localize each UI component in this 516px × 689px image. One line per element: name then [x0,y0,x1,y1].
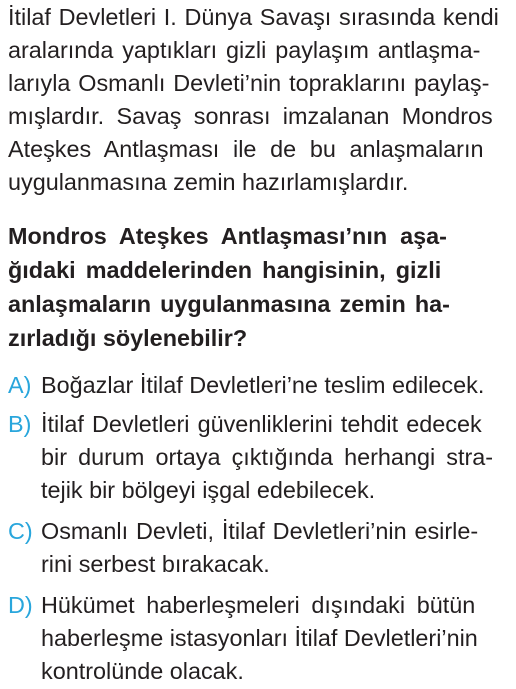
passage-line: aralarında yaptıkları gizli paylaşım antlaşma- [8,37,481,63]
option-text: kontrolünde olacak. [41,658,244,684]
question-line: Mondros Ateşkes Antlaşması’nın aşa- [8,223,447,249]
question-line: anlaşmaların uygulanmasına zemin ha- [8,291,450,317]
option-text: bir durum ortaya çıktığında herhangi stra- [41,444,494,470]
option-text: İtilaf Devletleri güvenliklerini tehdit edecek [41,411,482,437]
passage-line: Ateşkes Antlaşması ile de bu anlaşmaların [8,136,484,162]
option-text: tejik bir bölgeyi işgal edebilecek. [41,477,376,503]
option-text: rini serbest bırakacak. [41,551,270,577]
option-letter: C) [8,518,33,544]
option-text: Boğazlar İtilaf Devletleri’ne teslim edilecek. [41,372,485,398]
passage-line: uygulanmasına zemin hazırlamışlardır. [8,169,409,195]
option-letter: B) [8,411,32,437]
option-text: Hükümet haberleşmeleri dışındaki bütün [41,592,476,618]
passage-line: mışlardır. Savaş sonrası imzalanan Mondros [8,103,493,129]
question-line: ğıdaki maddelerinden hangisinin, gizli [8,257,442,283]
option-text: Osmanlı Devleti, İtilaf Devletleri’nin esirle- [41,518,479,544]
option-text: haberleşme istasyonları İtilaf Devletleri’nin [41,625,478,651]
option-letter: A) [8,372,32,398]
question-line: zırladığı söylenebilir? [8,325,248,351]
option-letter: D) [8,592,33,618]
passage-line: İtilaf Devletleri I. Dünya Savaşı sırasında kendi [8,4,499,30]
passage-line: larıyla Osmanlı Devleti’nin topraklarını paylaş- [8,70,490,96]
